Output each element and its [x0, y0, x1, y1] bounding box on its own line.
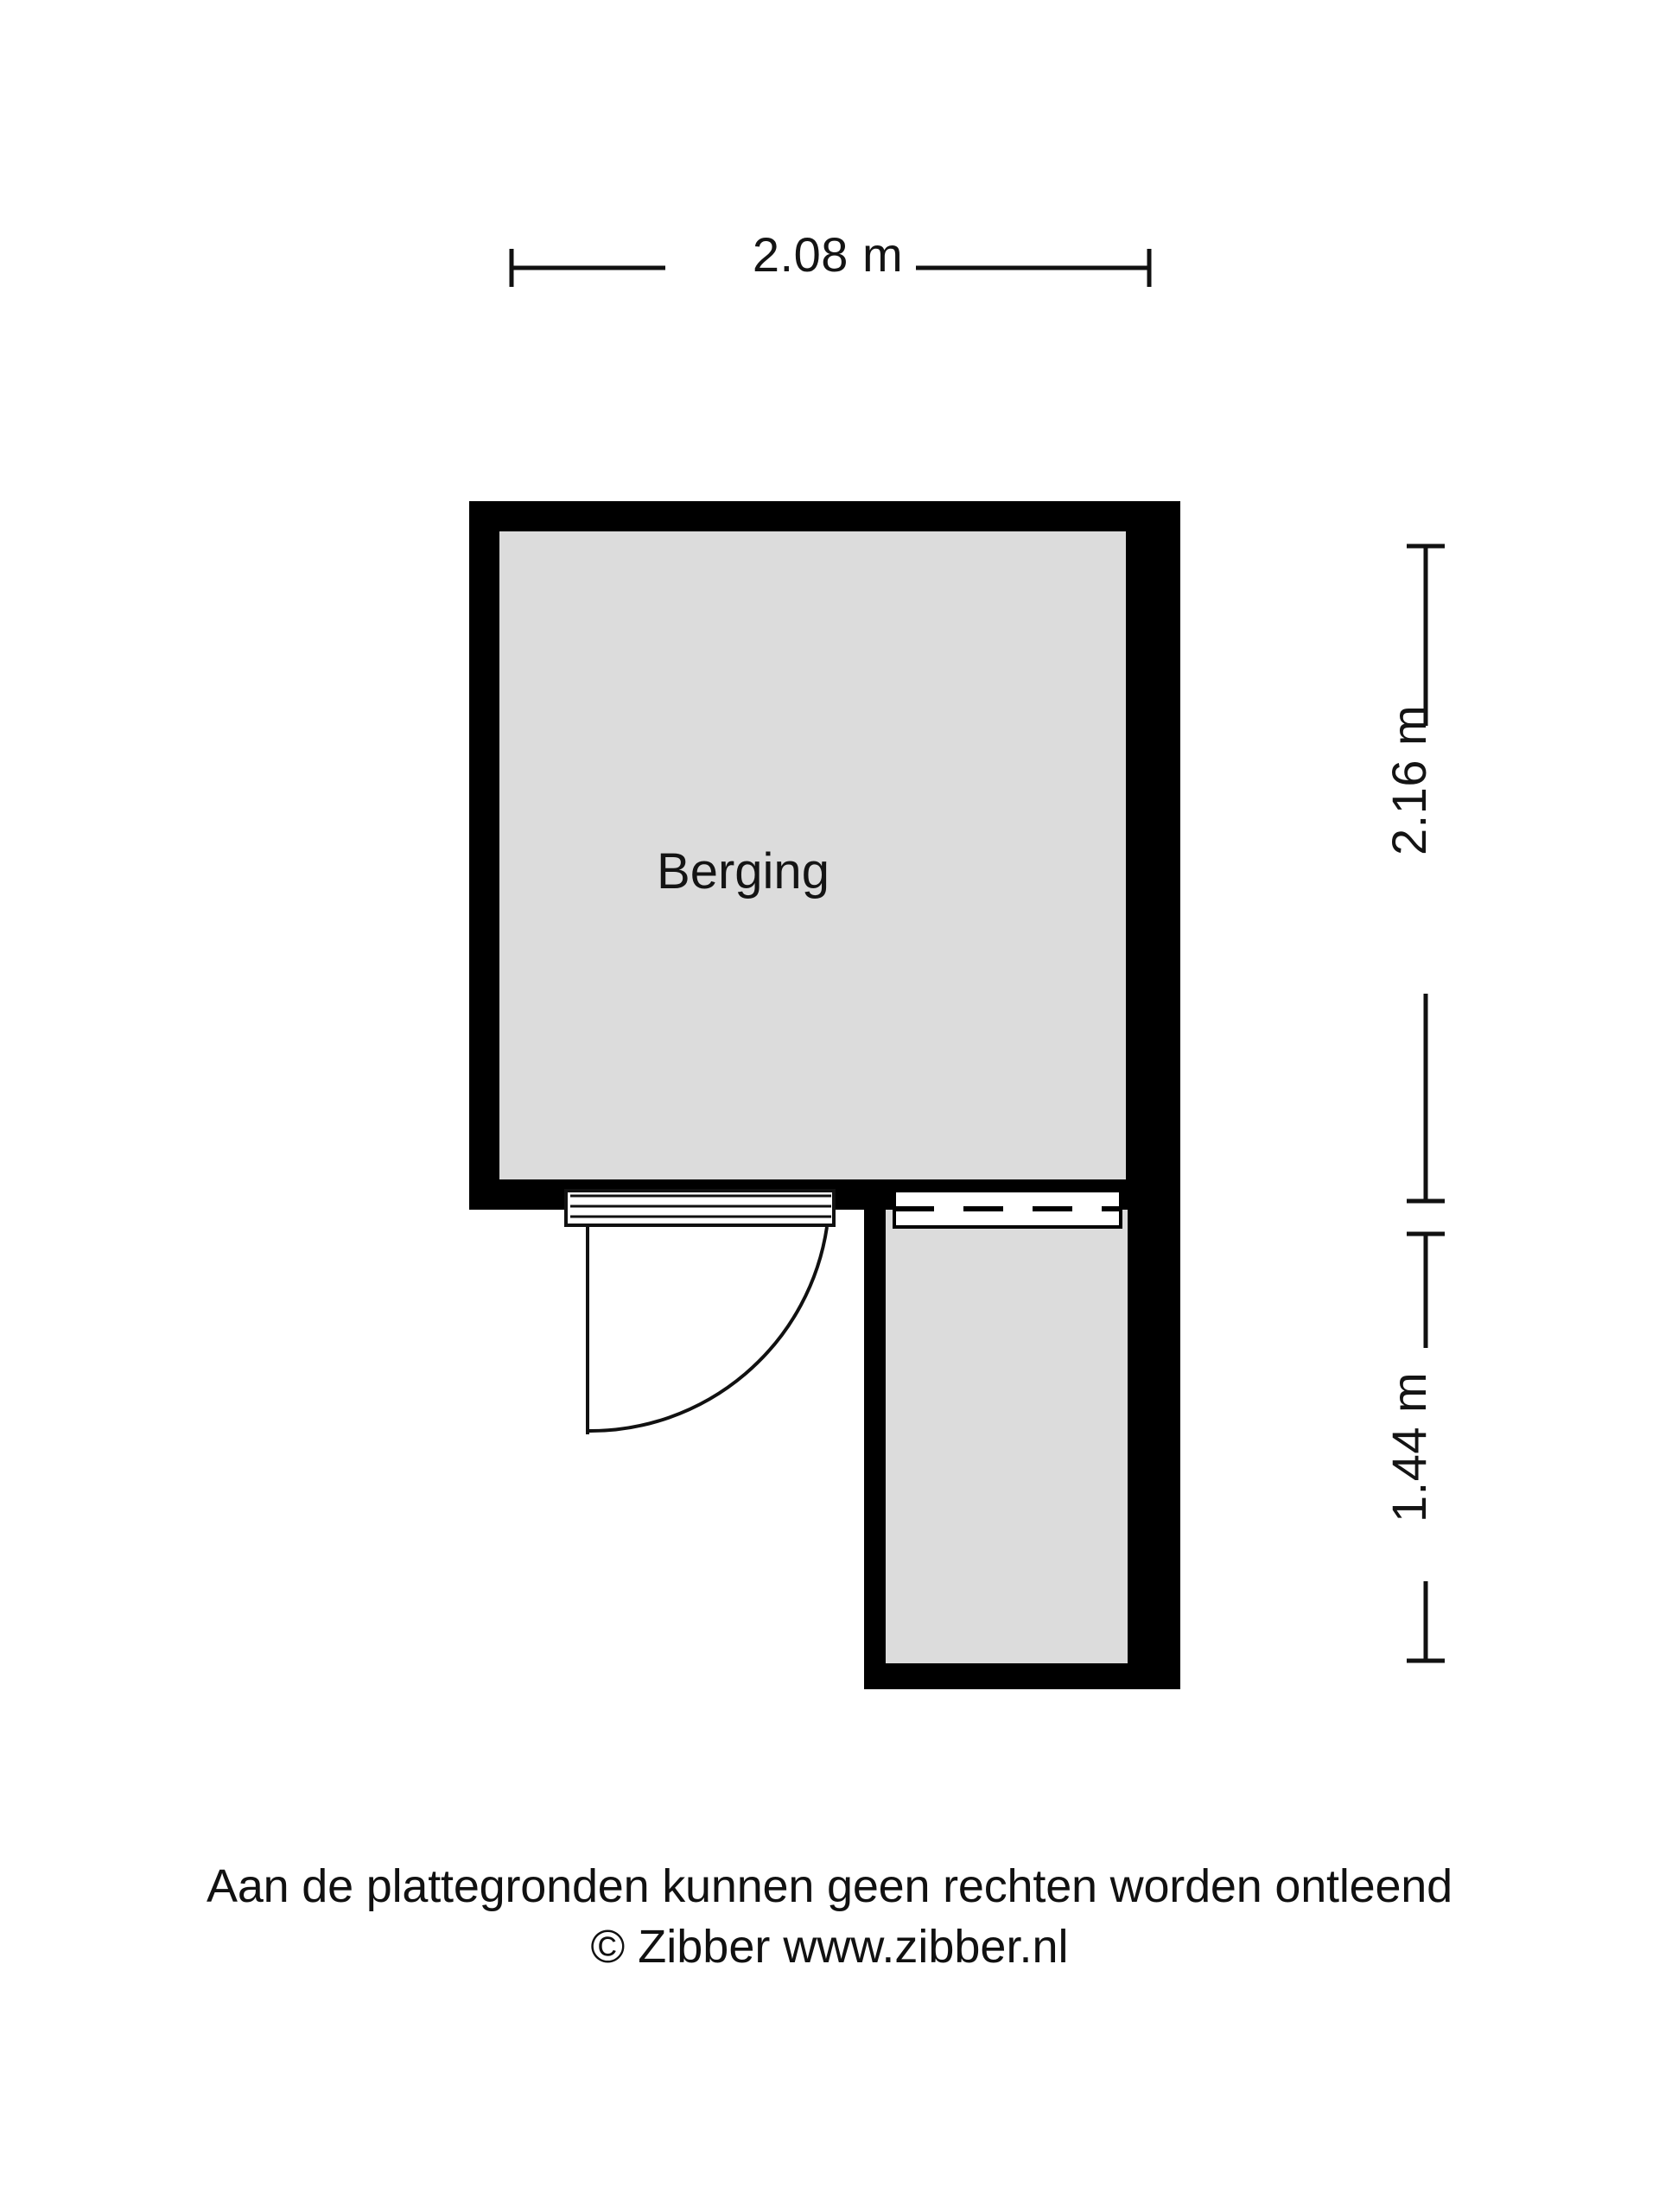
- dimension-label-top: [0, 226, 1659, 283]
- door-opening: [566, 1191, 834, 1225]
- copyright-text: © Zibber www.zibber.nl: [590, 1921, 1069, 1974]
- disclaimer-text: Aan de plattegronden kunnen geen rechten worden ontleend: [207, 1860, 1452, 1912]
- window-opening: [894, 1191, 1121, 1227]
- dimension-top-value: 2.08 m: [752, 227, 904, 282]
- dimension-label-right-upper: 2.16 m: [1382, 704, 1436, 855]
- dimension-line-right-upper: [1407, 546, 1445, 1201]
- room-label-berging: Berging: [657, 843, 830, 899]
- dimension-label-right-lower: 1.44 m: [1382, 1371, 1436, 1522]
- disclaimer-footer: [0, 1856, 1659, 1977]
- room-lower: [864, 1197, 1180, 1689]
- door-swing-arc: [588, 1227, 827, 1434]
